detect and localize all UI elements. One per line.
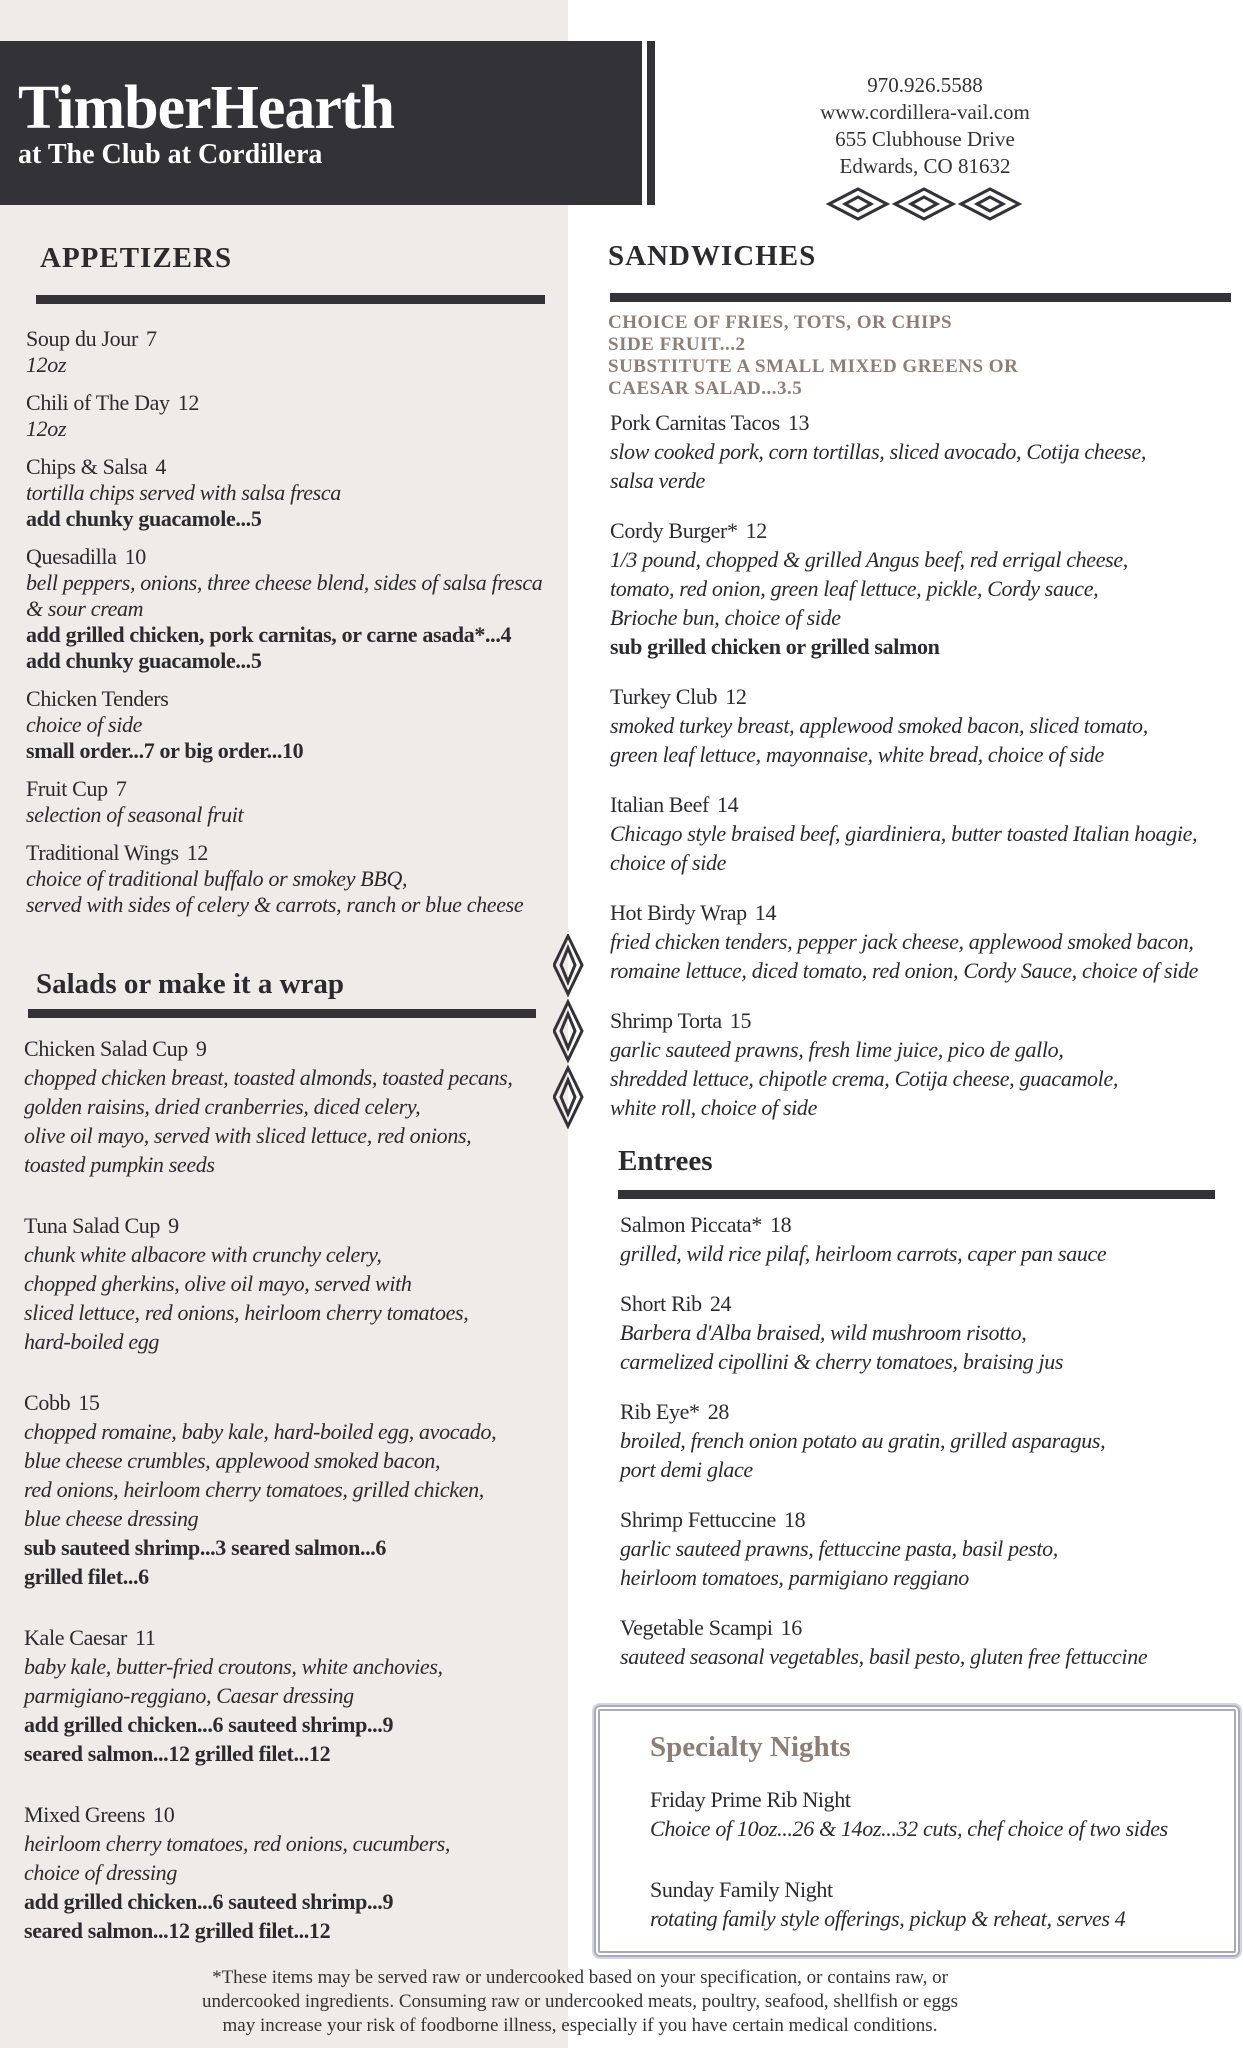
item-addon: add chunky guacamole...5 (26, 648, 262, 673)
item-description: Barbera d'Alba braised, wild mushroom risotto, (620, 1320, 1027, 1345)
item-name: Shrimp Fettuccine (620, 1507, 776, 1532)
item-name: Pork Carnitas Tacos (610, 410, 780, 435)
item-description: romaine lettuce, diced tomato, red onion, Cordy Sauce, choice of side (610, 958, 1199, 983)
item-addon: add grilled chicken, pork carnitas, or carne asada*...4 (26, 622, 512, 647)
vertical-diamond-ornament-icon (553, 934, 585, 1134)
disclaimer-line: may increase your risk of foodborne illness, especially if you have certain medical conditions. (222, 2015, 938, 2036)
contact-info (740, 72, 1110, 180)
item-title (26, 686, 566, 712)
item-description: Brioche bun, choice of side (610, 605, 841, 630)
item-title (24, 1211, 544, 1240)
item-price: 10 (124, 544, 146, 569)
item-price: 9 (168, 1213, 179, 1238)
diamond-ornament-icon (825, 186, 1025, 222)
item-title (26, 840, 566, 866)
item-title (650, 1875, 1230, 1904)
item-description: carmelized cipollini & cherry tomatoes, braising jus (620, 1349, 1064, 1374)
item-price: 14 (717, 792, 739, 817)
item-title (620, 1505, 1240, 1534)
item-description: slow cooked pork, corn tortillas, sliced avocado, Cotija cheese, (610, 439, 1147, 464)
item-title (620, 1613, 1240, 1642)
item-addon: small order...7 or big order...10 (26, 738, 304, 763)
menu-item (24, 1211, 544, 1356)
menu-item (26, 776, 566, 828)
menu-item (620, 1210, 1240, 1268)
item-description: heirloom cherry tomatoes, red onions, cucumbers, (24, 1831, 450, 1856)
item-description: smoked turkey breast, applewood smoked bacon, sliced tomato, (610, 713, 1148, 738)
item-name: Mixed Greens (24, 1802, 146, 1827)
item-price: 13 (787, 410, 810, 435)
menu-item (24, 1034, 544, 1179)
item-addon: add grilled chicken...6 sauteed shrimp...9 (24, 1889, 394, 1914)
entrees-list (620, 1210, 1240, 1692)
item-title (620, 1210, 1240, 1239)
item-price: 12 (745, 518, 767, 543)
item-name: Shrimp Torta (610, 1008, 722, 1033)
item-description: broiled, french onion potato au gratin, grilled asparagus, (620, 1428, 1106, 1453)
item-description: grilled, wild rice pilaf, heirloom carrots, caper pan sauce (620, 1241, 1107, 1266)
item-title (610, 790, 1240, 819)
item-price: 11 (135, 1625, 156, 1650)
item-title (26, 390, 566, 416)
item-name: Soup du Jour (26, 326, 138, 351)
phone: 970.926.5588 (867, 73, 983, 97)
item-name: Traditional Wings (26, 840, 179, 865)
item-description: sliced lettuce, red onions, heirloom cherry tomatoes, (24, 1300, 469, 1325)
item-addon: add grilled chicken...6 sauteed shrimp...9 (24, 1712, 394, 1737)
item-price: 18 (783, 1507, 806, 1532)
item-title (24, 1388, 544, 1417)
item-addon: sub sauteed shrimp...3 seared salmon...6 (24, 1535, 387, 1560)
specialty-heading: Specialty Nights (650, 1731, 851, 1763)
item-name: Salmon Piccata* (620, 1212, 762, 1237)
sandwich-side-notes (608, 312, 1018, 400)
item-name: Rib Eye* (620, 1399, 700, 1424)
item-description: salsa verde (610, 468, 705, 493)
item-name: Chicken Salad Cup (24, 1036, 188, 1061)
item-description: garlic sauteed prawns, fresh lime juice, pico de gallo, (610, 1037, 1064, 1062)
menu-item (26, 840, 566, 918)
item-title (24, 1800, 544, 1829)
item-name: Chips & Salsa (26, 454, 148, 479)
item-price: 12 (177, 390, 200, 415)
item-price: 10 (153, 1802, 175, 1827)
item-price: 24 (709, 1291, 732, 1316)
item-description: parmigiano-reggiano, Caesar dressing (24, 1683, 354, 1708)
item-addon: add chunky guacamole...5 (26, 506, 262, 531)
item-description: blue cheese dressing (24, 1506, 199, 1531)
menu-item (26, 390, 566, 442)
item-description: fried chicken tenders, pepper jack cheese, applewood smoked bacon, (610, 929, 1194, 954)
menu-item (610, 1006, 1240, 1122)
item-description: chopped chicken breast, toasted almonds, toasted pecans, (24, 1065, 513, 1090)
item-description: chunk white albacore with crunchy celery, (24, 1242, 382, 1267)
menu-item (620, 1613, 1240, 1671)
sandwiches-list (610, 408, 1240, 1143)
item-title (610, 408, 1240, 437)
item-description: & sour cream (26, 596, 144, 621)
item-price: 12 (186, 840, 208, 865)
item-description: tortilla chips served with salsa fresca (26, 480, 341, 505)
menu-item (620, 1505, 1240, 1592)
divider-bar (647, 41, 655, 205)
menu-item (26, 544, 566, 674)
restaurant-name: TimberHearth (18, 74, 395, 142)
item-price: 16 (780, 1615, 802, 1640)
item-price: 9 (195, 1036, 207, 1061)
item-title (24, 1034, 544, 1063)
salads-list (24, 1034, 544, 1977)
entrees-heading: Entrees (618, 1145, 713, 1177)
menu-item (620, 1289, 1240, 1376)
disclaimer-line: undercooked ingredients. Consuming raw or undercooked meats, poultry, seafood, shellfish or eggs (202, 1991, 958, 2012)
menu-item (26, 686, 566, 764)
item-price: 4 (155, 454, 167, 479)
street-address: 655 Clubhouse Drive (835, 127, 1015, 151)
item-addon: sub grilled chicken or grilled salmon (610, 634, 940, 659)
appetizers-list (26, 326, 566, 930)
section-rule (618, 1190, 1215, 1199)
item-name: Chili of The Day (26, 390, 170, 415)
item-description: served with sides of celery & carrots, ranch or blue cheese (26, 892, 524, 917)
item-name: Hot Birdy Wrap (610, 900, 747, 925)
item-description: selection of seasonal fruit (26, 802, 244, 827)
item-name: Tuna Salad Cup (24, 1213, 161, 1238)
item-description: bell peppers, onions, three cheese blend, sides of salsa fresca (26, 570, 543, 595)
item-name: Vegetable Scampi (620, 1615, 773, 1640)
menu-item (620, 1397, 1240, 1484)
item-description: chopped gherkins, olive oil mayo, served with (24, 1271, 412, 1296)
item-name: Cordy Burger* (610, 518, 738, 543)
menu-item (610, 516, 1240, 661)
item-price: 18 (770, 1212, 792, 1237)
side-note: CHOICE OF FRIES, TOTS, OR CHIPS (608, 312, 953, 333)
menu-item (26, 326, 566, 378)
specialty-list (650, 1785, 1230, 1965)
item-title (26, 776, 566, 802)
item-title (26, 544, 566, 570)
menu-item (610, 898, 1240, 985)
item-price: 7 (145, 326, 157, 351)
item-addon: grilled filet...6 (24, 1564, 149, 1589)
item-description: hard-boiled egg (24, 1329, 160, 1354)
item-title (610, 682, 1240, 711)
website: www.cordillera-vail.com (820, 100, 1030, 124)
item-name: Short Rib (620, 1291, 702, 1316)
menu-item (650, 1875, 1230, 1933)
item-description: green leaf lettuce, mayonnaise, white bread, choice of side (610, 742, 1104, 767)
menu-item (24, 1800, 544, 1945)
item-description: Chicago style braised beef, giardiniera, butter toasted Italian hoagie, (610, 821, 1198, 846)
item-description: golden raisins, dried cranberries, diced celery, (24, 1094, 421, 1119)
side-note: SIDE FRUIT...2 (608, 334, 746, 355)
item-price: 14 (754, 900, 777, 925)
section-rule (36, 295, 545, 304)
item-description: choice of dressing (24, 1860, 177, 1885)
item-name: Fruit Cup (26, 776, 108, 801)
item-description: 12oz (26, 352, 67, 377)
item-price: 12 (725, 684, 747, 709)
item-title (610, 1006, 1240, 1035)
restaurant-subtitle: at The Club at Cordillera (18, 139, 323, 170)
item-description: choice of side (26, 712, 143, 737)
menu-item (24, 1623, 544, 1768)
item-description: choice of traditional buffalo or smokey BBQ, (26, 866, 408, 891)
item-name: Italian Beef (610, 792, 710, 817)
item-title (26, 454, 566, 480)
item-description: sauteed seasonal vegetables, basil pesto, gluten free fettuccine (620, 1644, 1148, 1669)
item-name: Cobb (24, 1390, 71, 1415)
item-price: 15 (78, 1390, 100, 1415)
item-price: 15 (729, 1008, 752, 1033)
item-name: Sunday Family Night (650, 1877, 833, 1902)
item-description: chopped romaine, baby kale, hard-boiled egg, avocado, (24, 1419, 497, 1444)
menu-item (650, 1785, 1230, 1843)
menu-item (610, 790, 1240, 877)
section-rule (28, 1009, 536, 1018)
item-description: port demi glace (620, 1457, 753, 1482)
item-addon: seared salmon...12 grilled filet...12 (24, 1741, 331, 1766)
item-name: Kale Caesar (24, 1625, 128, 1650)
item-description: white roll, choice of side (610, 1095, 817, 1120)
item-description: baby kale, butter-fried croutons, white anchovies, (24, 1654, 443, 1679)
item-title (610, 898, 1240, 927)
item-description: Choice of 10oz...26 & 14oz...32 cuts, chef choice of two sides (650, 1816, 1168, 1841)
sandwiches-heading: SANDWICHES (608, 240, 817, 272)
menu-item (26, 454, 566, 532)
item-description: tomato, red onion, green leaf lettuce, pickle, Cordy sauce, (610, 576, 1099, 601)
item-title (650, 1785, 1230, 1814)
item-description: shredded lettuce, chipotle crema, Cotija cheese, guacamole, (610, 1066, 1119, 1091)
menu-item (610, 408, 1240, 495)
item-description: heirloom tomatoes, parmigiano reggiano (620, 1565, 969, 1590)
item-addon: seared salmon...12 grilled filet...12 (24, 1918, 331, 1943)
salads-heading: Salads or make it a wrap (36, 968, 345, 1000)
item-description: 1/3 pound, chopped & grilled Angus beef, red errigal cheese, (610, 547, 1128, 572)
food-safety-disclaimer (80, 1966, 1080, 2038)
item-name: Friday Prime Rib Night (650, 1787, 851, 1812)
item-title (26, 326, 566, 352)
item-name: Chicken Tenders (26, 686, 169, 711)
item-description: rotating family style offerings, pickup & reheat, serves 4 (650, 1906, 1126, 1931)
item-description: blue cheese crumbles, applewood smoked bacon, (24, 1448, 441, 1473)
item-name: Quesadilla (26, 544, 117, 569)
side-note: CAESAR SALAD...3.5 (608, 378, 803, 399)
menu-item (610, 682, 1240, 769)
appetizers-heading: APPETIZERS (40, 242, 233, 274)
disclaimer-line: *These items may be served raw or undercooked based on your specification, or contains raw, or (212, 1967, 948, 1988)
item-description: choice of side (610, 850, 727, 875)
side-note: SUBSTITUTE A SMALL MIXED GREENS OR (608, 356, 1019, 377)
section-rule (610, 293, 1231, 302)
city-address: Edwards, CO 81632 (839, 154, 1011, 178)
item-description: toasted pumpkin seeds (24, 1152, 215, 1177)
item-title (620, 1289, 1240, 1318)
menu-item (24, 1388, 544, 1591)
specialty-nights-box (594, 1705, 1240, 1957)
brand-banner (0, 41, 642, 205)
item-title (24, 1623, 544, 1652)
item-price: 7 (115, 776, 127, 801)
item-description: 12oz (26, 416, 67, 441)
item-description: garlic sauteed prawns, fettuccine pasta, basil pesto, (620, 1536, 1058, 1561)
item-title (610, 516, 1240, 545)
item-name: Turkey Club (610, 684, 718, 709)
item-price: 28 (707, 1399, 730, 1424)
item-description: red onions, heirloom cherry tomatoes, grilled chicken, (24, 1477, 484, 1502)
item-description: olive oil mayo, served with sliced lettuce, red onions, (24, 1123, 472, 1148)
item-title (620, 1397, 1240, 1426)
